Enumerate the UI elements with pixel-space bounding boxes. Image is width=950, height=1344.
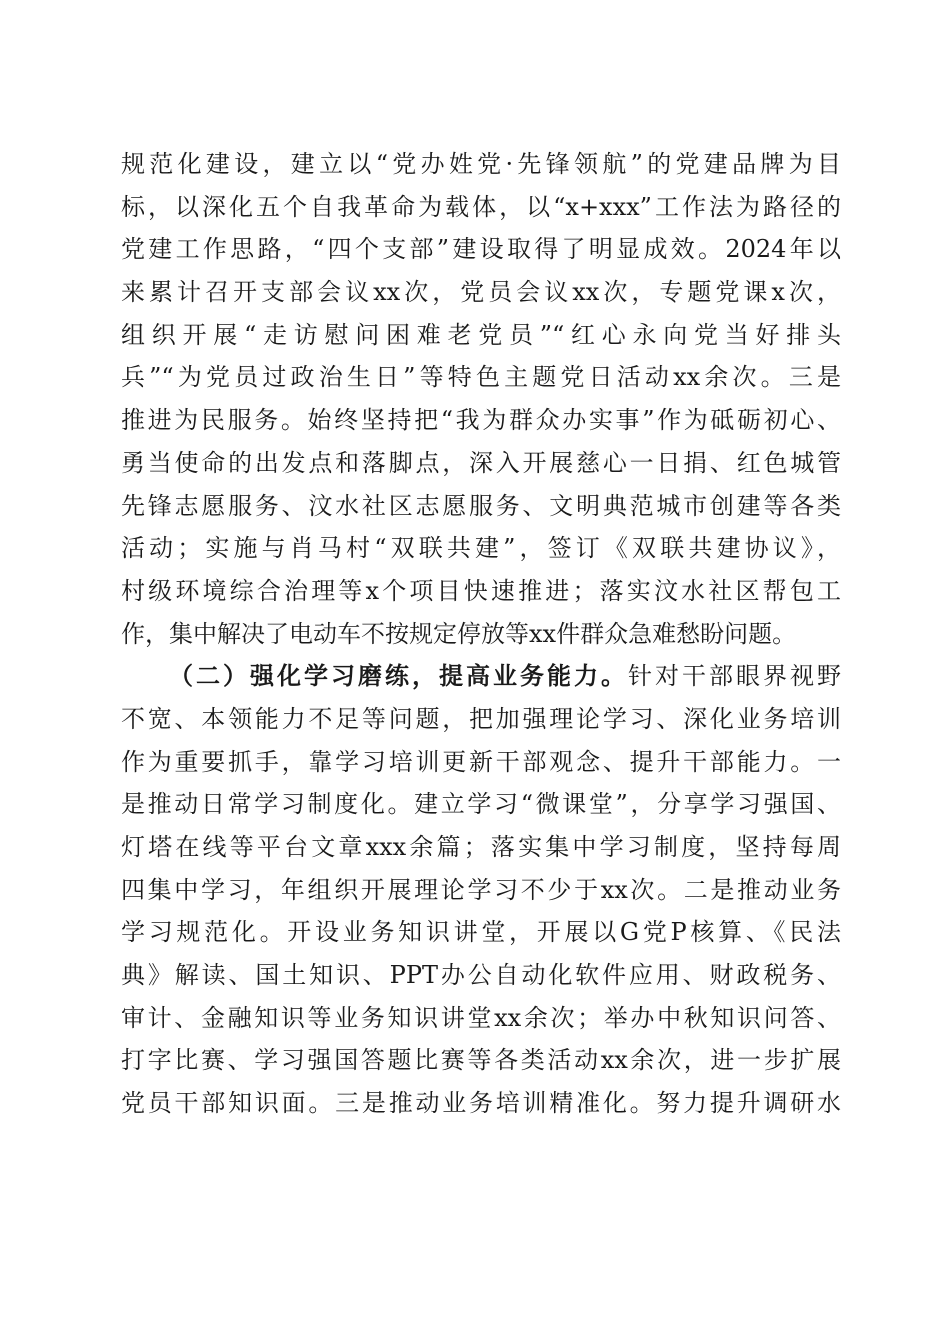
document-body xyxy=(121,143,841,1125)
paragraph-line: 活动；实施与肖马村“双联共建”，签订《双联共建协议》， xyxy=(121,534,841,563)
paragraph-line: 标，以深化五个自我革命为载体，以“x+xxx”工作法为路径的 xyxy=(121,192,841,221)
section-heading: （二）强化学习磨练，提高业务能力。 xyxy=(169,661,628,691)
paragraph-line: 作，集中解决了电动车不按规定停放等xx件群众急难愁盼问题。 xyxy=(121,619,797,648)
paragraph-line: 四集中学习，年组织开展理论学习不少于xx次。二是推动业务 xyxy=(121,875,841,904)
paragraph-line: 是推动日常学习制度化。建立学习“微课堂”，分享学习强国、 xyxy=(121,790,841,819)
section-heading-line xyxy=(121,655,841,698)
paragraph-line: 作为重要抓手，靠学习培训更新干部观念、提升干部能力。一 xyxy=(121,747,841,776)
paragraph-line: 典》解读、国土知识、PPT办公自动化软件应用、财政税务、 xyxy=(121,961,841,990)
section-heading-rest: 针对干部眼界视野 xyxy=(628,662,841,691)
paragraph-line: 来累计召开支部会议xx次，党员会议xx次，专题党课x次， xyxy=(121,278,841,307)
paragraph-line: 组织开展“走访慰问困难老党员”“红心永向党当好排头 xyxy=(121,320,841,349)
paragraph-line: 村级环境综合治理等x个项目快速推进；落实汶水社区帮包工 xyxy=(121,576,841,605)
paragraph-line: 灯塔在线等平台文章xxx余篇；落实集中学习制度，坚持每周 xyxy=(121,833,841,861)
paragraph-line: 兵”“为党员过政治生日”等特色主题党日活动xx余次。三是 xyxy=(121,363,841,392)
paragraph-line: 规范化建设，建立以“党办姓党·先锋领航”的党建品牌为目 xyxy=(121,150,841,178)
paragraph-line: 审计、金融知识等业务知识讲堂xx余次；举办中秋知识问答、 xyxy=(121,1003,841,1032)
paragraph-line: 打字比赛、学习强国答题比赛等各类活动xx余次，进一步扩展 xyxy=(121,1046,841,1075)
paragraph-line: 不宽、本领能力不足等问题，把加强理论学习、深化业务培训 xyxy=(121,704,841,733)
paragraph-line: 勇当使命的出发点和落脚点，深入开展慈心一日捐、红色城管 xyxy=(121,448,841,477)
paragraph-line: 党建工作思路，“四个支部”建设取得了明显成效。2024年以 xyxy=(121,235,841,264)
paragraph-line: 学习规范化。开设业务知识讲堂，开展以G党P核算、《民法 xyxy=(121,918,841,947)
paragraph-line: 推进为民服务。始终坚持把“我为群众办实事”作为砥砺初心、 xyxy=(121,406,841,435)
paragraph-line: 先锋志愿服务、汶水社区志愿服务、文明典范城市创建等各类 xyxy=(121,491,841,520)
paragraph-line: 党员干部知识面。三是推动业务培训精准化。努力提升调研水 xyxy=(121,1089,841,1118)
